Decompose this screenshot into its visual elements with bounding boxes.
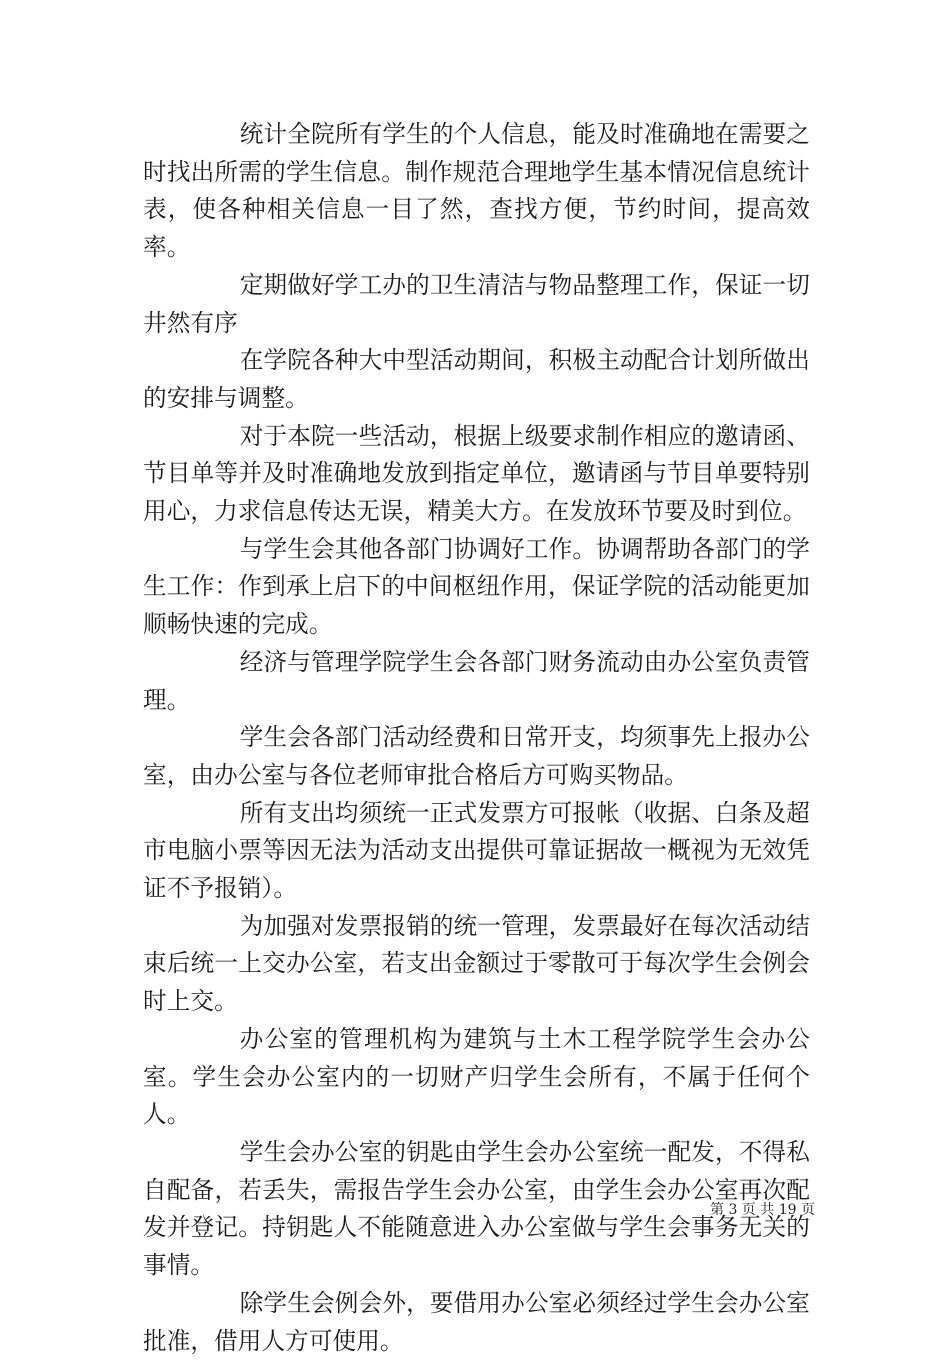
paragraph: 统计全院所有学生的个人信息，能及时准确地在需要之时找出所需的学生信息。制作规范合理地学生基本情况信息统计表，使各种相关信息一目了然，查找方便，节约时间，提高效率。 — [143, 120, 810, 262]
paragraph: 经济与管理学院学生会各部门财务流动由办公室负责管理。 — [143, 647, 810, 714]
paragraph: 办公室的管理机构为建筑与土木工程学院学生会办公室。学生会办公室内的一切财产归学生会所有，不属于任何个人。 — [143, 1024, 810, 1129]
page-number-label: 第 3 页 共 19 页 — [710, 1202, 815, 1218]
paragraph: 除学生会例会外，要借用办公室必须经过学生会办公室批准，借用人方可使用。 — [143, 1288, 810, 1355]
paragraph: 对于本院一些活动，根据上级要求制作相应的邀请函、节目单等并及时准确地发放到指定单位，邀请函与节目单要特别用心，力求信息传达无误，精美大方。在发放环节要及时到位。 — [143, 421, 810, 526]
document-body — [143, 116, 810, 1360]
paragraph: 定期做好学工办的卫生清洁与物品整理工作，保证一切井然有序 — [143, 270, 810, 337]
paragraph: 为加强对发票报销的统一管理，发票最好在每次活动结束后统一上交办公室，若支出金额过于零散可于每次学生会例会时上交。 — [143, 911, 810, 1016]
paragraph: 在学院各种大中型活动期间，积极主动配合计划所做出的安排与调整。 — [143, 346, 810, 412]
page-number-footer — [710, 1199, 815, 1219]
paragraph: 学生会办公室的钥匙由学生会办公室统一配发，不得私自配备，若丢失，需报告学生会办公室，由学生会办公室再次配发并登记。持钥匙人不能随意进入办公室做与学生会事务无关的事情。 — [143, 1137, 810, 1280]
paragraph: 所有支出均须统一正式发票方可报帐（收据、白条及超市电脑小票等因无法为活动支出提供可靠证据故一概视为无效凭证不予报销）。 — [143, 798, 810, 903]
paragraph: 与学生会其他各部门协调好工作。协调帮助各部门的学生工作：作到承上启下的中间枢纽作用，保证学院的活动能更加顺畅快速的完成。 — [143, 534, 810, 639]
paragraph: 学生会各部门活动经费和日常开支，均须事先上报办公室，由办公室与各位老师审批合格后方可购买物品。 — [143, 723, 810, 789]
